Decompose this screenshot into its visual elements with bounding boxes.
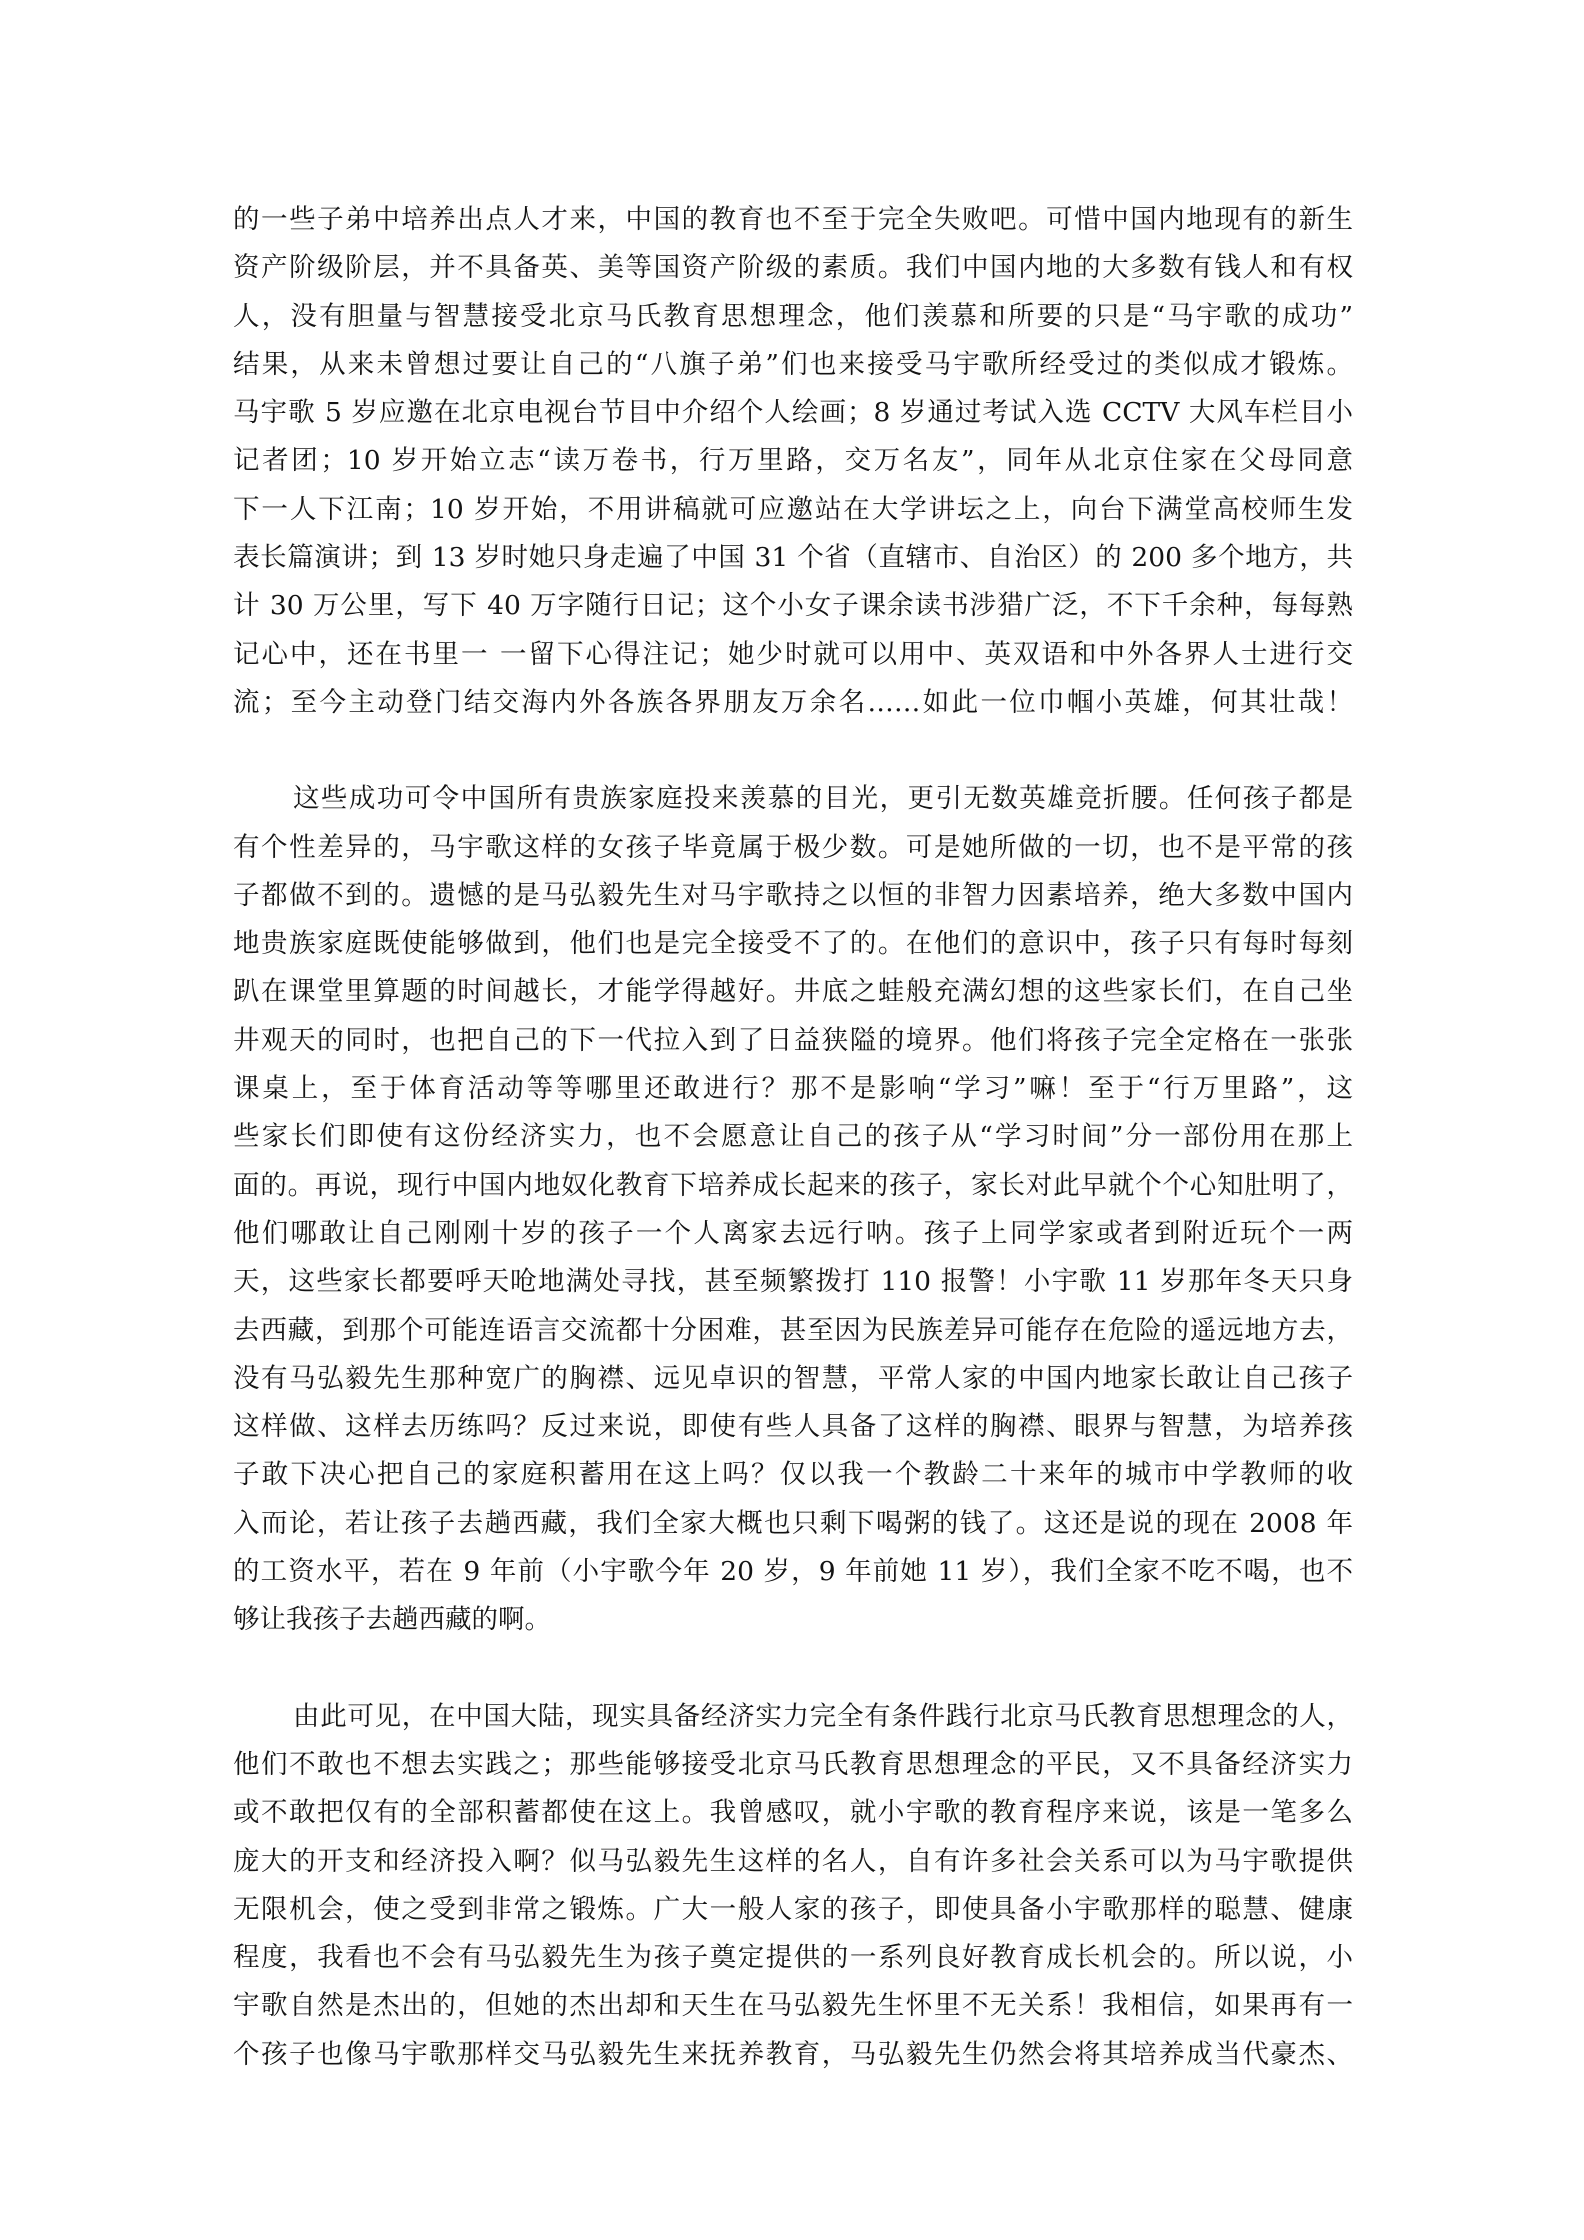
text-line: 去西藏，到那个可能连语言交流都十分困难，甚至因为民族差异可能存在危险的遥远地方去， <box>233 1314 1353 1346</box>
text-line: 够让我孩子去趟西藏的啊。 <box>233 1604 551 1636</box>
text-line: 资产阶级阶层，并不具备英、美等国资产阶级的素质。我们中国内地的大多数有钱人和有权 <box>233 252 1353 284</box>
document-body <box>233 196 1353 2079</box>
text-line: 人，没有胆量与智慧接受北京马氏教育思想理念，他们羡慕和所要的只是“马宇歌的成功” <box>233 300 1353 332</box>
text-line: 表长篇演讲；到 13 岁时她只身走遍了中国 31 个省（直辖市、自治区）的 200 多个地方，共 <box>233 542 1353 574</box>
text-line: 由此可见，在中国大陆，现实具备经济实力完全有条件践行北京马氏教育思想理念的人， <box>293 1700 1353 1732</box>
text-line: 井观天的同时，也把自己的下一代拉入到了日益狭隘的境界。他们将孩子完全定格在一张张 <box>233 1024 1353 1056</box>
text-line: 有个性差异的，马宇歌这样的女孩子毕竟属于极少数。可是她所做的一切，也不是平常的孩 <box>233 831 1353 863</box>
text-line: 他们不敢也不想去实践之；那些能够接受北京马氏教育思想理念的平民，又不具备经济实力 <box>233 1748 1353 1780</box>
text-line: 子都做不到的。遗憾的是马弘毅先生对马宇歌持之以恒的非智力因素培养，绝大多数中国内 <box>233 879 1353 911</box>
text-line: 或不敢把仅有的全部积蓄都使在这上。我曾感叹，就小宇歌的教育程序来说，该是一笔多么 <box>233 1797 1353 1829</box>
text-line: 计 30 万公里，写下 40 万字随行日记；这个小女子课余读书涉猎广泛，不下千余种，每每熟 <box>233 590 1353 622</box>
text-line: 的一些子弟中培养出点人才来，中国的教育也不至于完全失败吧。可惜中国内地现有的新生 <box>233 204 1353 235</box>
text-line: 流；至今主动登门结交海内外各族各界朋友万余名……如此一位巾帼小英雄，何其壮哉！ <box>233 686 1353 718</box>
text-line: 下一人下江南；10 岁开始，不用讲稿就可应邀站在大学讲坛之上，向台下满堂高校师生发 <box>233 493 1353 525</box>
text-line: 记者团；10 岁开始立志“读万卷书，行万里路，交万名友”，同年从北京住家在父母同意 <box>233 445 1353 477</box>
text-line: 课桌上，至于体育活动等等哪里还敢进行？那不是影响“学习”嘛！至于“行万里路”，这 <box>233 1073 1353 1105</box>
paragraph-1 <box>233 196 1353 727</box>
text-line: 结果，从来未曾想过要让自己的“八旗子弟”们也来接受马宇歌所经受过的类似成才锻炼。 <box>233 348 1353 380</box>
text-line: 宇歌自然是杰出的，但她的杰出却和天生在马弘毅先生怀里不无关系！我相信，如果再有一 <box>233 1990 1353 2022</box>
text-line: 面的。再说，现行中国内地奴化教育下培养成长起来的孩子，家长对此早就个个心知肚明了， <box>233 1169 1353 1201</box>
text-line: 记心中，还在书里一 一留下心得注记；她少时就可以用中、英双语和中外各界人士进行交 <box>233 638 1353 670</box>
text-line: 没有马弘毅先生那种宽广的胸襟、远见卓识的智慧，平常人家的中国内地家长敢让自己孩子 <box>233 1362 1353 1394</box>
text-line: 的工资水平，若在 9 年前（小宇歌今年 20 岁，9 年前她 11 岁），我们全家不吃不喝，也不 <box>233 1556 1353 1588</box>
text-line: 趴在课堂里算题的时间越长，才能学得越好。井底之蛙般充满幻想的这些家长们，在自己坐 <box>233 976 1353 1008</box>
paragraph-2 <box>233 775 1353 1644</box>
text-line: 子敢下决心把自己的家庭积蓄用在这上吗？仅以我一个教龄二十来年的城市中学教师的收 <box>233 1459 1353 1491</box>
text-line: 这样做、这样去历练吗？反过来说，即使有些人具备了这样的胸襟、眼界与智慧，为培养孩 <box>233 1411 1353 1443</box>
text-line: 天，这些家长都要呼天呛地满处寻找，甚至频繁拨打 110 报警！小宇歌 11 岁那年冬天只身 <box>233 1266 1353 1298</box>
text-line: 无限机会，使之受到非常之锻炼。广大一般人家的孩子，即使具备小宇歌那样的聪慧、健康 <box>233 1893 1353 1925</box>
text-line: 他们哪敢让自己刚刚十岁的孩子一个人离家去远行呐。孩子上同学家或者到附近玩个一两 <box>233 1217 1353 1249</box>
text-line: 马宇歌 5 岁应邀在北京电视台节目中介绍个人绘画；8 岁通过考试入选 CCTV 大风车栏目小 <box>233 397 1353 429</box>
text-line: 些家长们即使有这份经济实力，也不会愿意让自己的孩子从“学习时间”分一部份用在那上 <box>233 1121 1353 1153</box>
text-line: 个孩子也像马宇歌那样交马弘毅先生来抚养教育，马弘毅先生仍然会将其培养成当代豪杰、 <box>233 2038 1353 2070</box>
text-line: 庞大的开支和经济投入啊？似马弘毅先生这样的名人，自有许多社会关系可以为马宇歌提供 <box>233 1845 1353 1877</box>
text-line: 程度，我看也不会有马弘毅先生为孩子奠定提供的一系列良好教育成长机会的。所以说，小 <box>233 1942 1353 1974</box>
text-line: 地贵族家庭既使能够做到，他们也是完全接受不了的。在他们的意识中，孩子只有每时每刻 <box>233 928 1353 960</box>
text-line: 这些成功可令中国所有贵族家庭投来羡慕的目光，更引无数英雄竞折腰。任何孩子都是 <box>293 783 1353 815</box>
text-line: 入而论，若让孩子去趟西藏，我们全家大概也只剩下喝粥的钱了。这还是说的现在 2008 年 <box>233 1507 1353 1539</box>
paragraph-3 <box>233 1693 1353 2079</box>
